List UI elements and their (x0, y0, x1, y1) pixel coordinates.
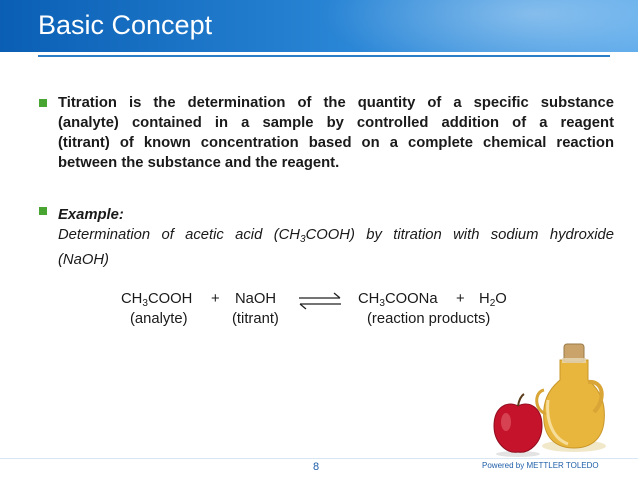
equation-plus-2: + (456, 291, 465, 307)
product1-formula-sub: 3 (379, 298, 385, 309)
label-analyte: (analyte) (130, 311, 188, 327)
bullet-marker-1 (39, 99, 47, 107)
equation-analyte (121, 291, 192, 309)
slide-title: Basic Concept (38, 10, 213, 40)
label-titrant: (titrant) (232, 311, 279, 327)
example-line-1 (58, 225, 614, 250)
example-line-2: (NaOH) (58, 252, 109, 268)
equation-plus-1: + (211, 291, 220, 307)
equation-product-1 (358, 291, 438, 309)
equation-product-2 (479, 291, 507, 309)
equilibrium-arrows-icon (296, 290, 344, 312)
vinegar-bottle-icon (537, 344, 606, 452)
definition-line-4: between the substance and the reagent. (58, 155, 340, 171)
product2-formula-sub: 2 (489, 298, 496, 309)
definition-line-1: Titration is the determination of the quantity of a specific substance (58, 95, 614, 111)
apple-icon (494, 394, 542, 457)
example-paragraph (58, 205, 614, 270)
page-number: 8 (313, 461, 320, 473)
example-text-pre: Determination of acetic acid (CH (58, 227, 300, 243)
apple-vinegar-illustration (488, 330, 618, 458)
definition-line-3: (titrant) of known concentration based on a complete chemical reaction (58, 135, 614, 151)
powered-by-text: Powered by METTLER TOLEDO (482, 461, 599, 470)
equation-reagent: NaOH (235, 291, 277, 307)
definition-line-2: (analyte) contained in a sample by controlled addition of a reagent (58, 115, 614, 131)
product1-formula-post: COONa (384, 291, 438, 307)
product1-formula-pre: CH (358, 291, 380, 307)
analyte-formula-pre: CH (121, 291, 143, 307)
bullet-marker-2 (39, 207, 47, 215)
product2-formula-pre: H (479, 291, 490, 307)
analyte-formula-post: COOH (147, 291, 193, 307)
example-heading: Example: (58, 207, 124, 223)
example-text-post: COOH) by titration with sodium hydroxide (305, 227, 615, 243)
example-subscript: 3 (300, 234, 306, 245)
product2-formula-post: O (495, 291, 507, 307)
title-underline (38, 55, 610, 57)
analyte-formula-sub: 3 (142, 298, 148, 309)
header-glow (318, 0, 638, 52)
definition-paragraph (58, 93, 614, 173)
label-reaction-products: (reaction products) (367, 311, 491, 327)
slide-header (0, 0, 638, 52)
footer-divider (0, 458, 638, 459)
